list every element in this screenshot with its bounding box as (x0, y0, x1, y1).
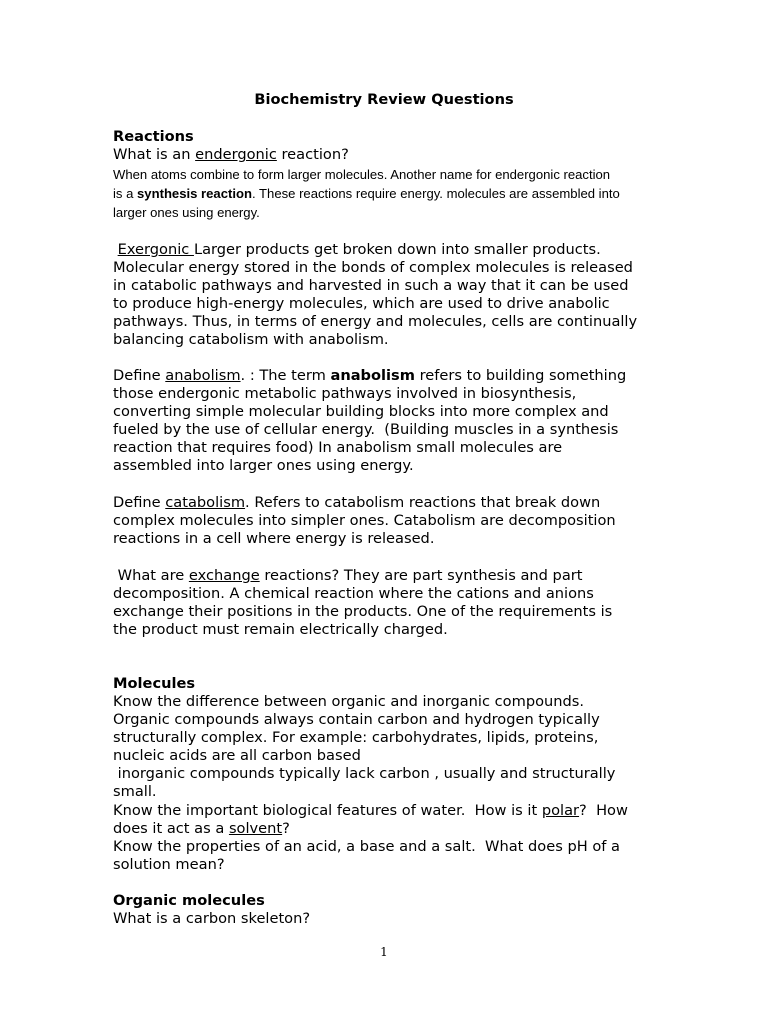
section-heading-molecules: Molecules (113, 675, 196, 692)
term-polar: polar (541, 802, 580, 819)
page-number: 1 (380, 945, 388, 959)
answer-text: . These reactions require energy. molecules are assembled into (252, 186, 620, 201)
exergonic-text: Larger products get broken down into smaller products. (193, 241, 601, 258)
answer-text: is a (113, 186, 138, 201)
question-text: reaction? (276, 146, 349, 163)
catabolism-line3: reactions in a cell where energy is released. (113, 530, 435, 547)
catabolism-line1 (113, 494, 673, 512)
organic-line1: What is a carbon skeleton? (113, 910, 311, 927)
document-title: Biochemistry Review Questions (254, 91, 514, 108)
question-endergonic (113, 146, 673, 164)
exergonic-line5: pathways. Thus, in terms of energy and molecules, cells are continually (113, 313, 638, 330)
molecules-line7 (113, 802, 673, 820)
catabolism-line2: complex molecules into simpler ones. Catabolism are decomposition (113, 512, 616, 529)
exchange-text: reactions? They are part synthesis and part (259, 567, 583, 584)
molecules-line1: Know the difference between organic and inorganic compounds. (113, 693, 585, 710)
exergonic-line6: balancing catabolism with anabolism. (113, 331, 389, 348)
term-solvent: solvent (228, 820, 283, 837)
exchange-line3: exchange their positions in the products. One of the requirements is (113, 603, 613, 620)
molecules-line5: inorganic compounds typically lack carbon , usually and structurally (113, 765, 616, 782)
anabolism-line6: assembled into larger ones using energy. (113, 457, 414, 474)
answer-endergonic-line2 (113, 184, 673, 203)
anabolism-line3: converting simple molecular building blocks into more complex and (113, 403, 609, 420)
exergonic-line1 (113, 241, 673, 259)
term-catabolism: catabolism (165, 494, 246, 511)
molecules-line8 (113, 820, 673, 838)
answer-endergonic-line1: When atoms combine to form larger molecules. Another name for endergonic reaction (113, 167, 611, 182)
molecules-text: ? How (579, 802, 628, 819)
anabolism-line1 (113, 367, 673, 385)
molecules-line2: Organic compounds always contain carbon and hydrogen typically (113, 711, 600, 728)
anabolism-line4: fueled by the use of cellular energy. (Building muscles in a synthesis (113, 421, 619, 438)
catabolism-text: Define (113, 494, 166, 511)
molecules-text: ? (282, 820, 290, 837)
molecules-line9: Know the properties of an acid, a base and a salt. What does pH of a (113, 838, 620, 855)
exchange-line1 (113, 567, 673, 585)
term-endergonic: endergonic (195, 146, 277, 163)
anabolism-line5: reaction that requires food) In anabolism small molecules are (113, 439, 563, 456)
anabolism-text: refers to building something (414, 367, 627, 384)
anabolism-line2: those endergonic metabolic pathways involved in biosynthesis, (113, 385, 577, 402)
molecules-text: does it act as a (113, 820, 229, 837)
section-heading-organic-molecules: Organic molecules (113, 892, 265, 909)
term-synthesis-reaction: synthesis reaction (137, 186, 252, 201)
molecules-line4: nucleic acids are all carbon based (113, 747, 361, 764)
term-exergonic: Exergonic (117, 241, 194, 258)
molecules-line10: solution mean? (113, 856, 225, 873)
anabolism-text: . : The term (240, 367, 331, 384)
exchange-line2: decomposition. A chemical reaction where the cations and anions (113, 585, 594, 602)
term-anabolism-bold: anabolism (330, 367, 415, 384)
exergonic-line3: in catabolic pathways and harvested in such a way that it can be used (113, 277, 629, 294)
exchange-line4: the product must remain electrically charged. (113, 621, 448, 638)
answer-endergonic-line3: larger ones using energy. (113, 205, 260, 220)
anabolism-text: Define (113, 367, 166, 384)
term-anabolism: anabolism (165, 367, 241, 384)
exergonic-line2: Molecular energy stored in the bonds of complex molecules is released (113, 259, 633, 276)
molecules-line6: small. (113, 783, 157, 800)
exchange-text: What are (113, 567, 189, 584)
molecules-line3: structurally complex. For example: carbohydrates, lipids, proteins, (113, 729, 599, 746)
term-exchange: exchange (188, 567, 260, 584)
section-heading-reactions: Reactions (113, 128, 194, 145)
question-text: What is an (113, 146, 196, 163)
catabolism-text: . Refers to catabolism reactions that break down (245, 494, 601, 511)
molecules-text: Know the important biological features of water. How is it (113, 802, 542, 819)
exergonic-line4: to produce high-energy molecules, which are used to drive anabolic (113, 295, 610, 312)
